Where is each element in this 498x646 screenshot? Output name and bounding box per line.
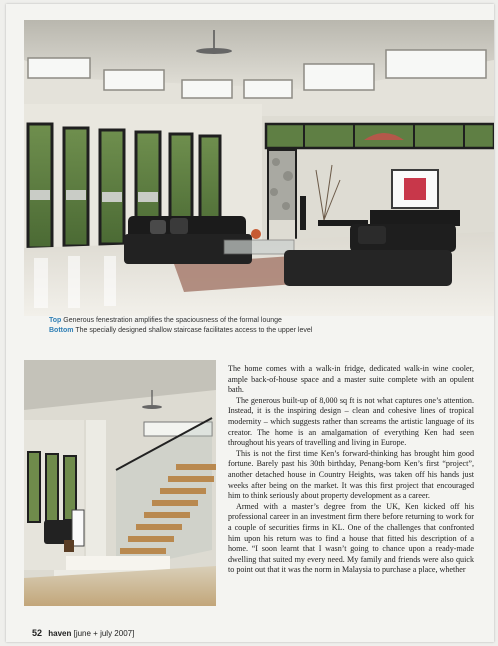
article-body (228, 364, 474, 576)
article-paragraph-3: This is not the first time Ken’s forward-thinking has brought him good fortune. Barely past his 30th birthday, Penang-born Ken’s first “project”, another detached house in Country Heights, was taken off his hands just weeks after being on the market. It was this first project that encouraged him to think seriously about property development as a career. (228, 448, 474, 501)
page-footer (32, 628, 134, 638)
magazine-page (6, 4, 494, 642)
caption-top-text: Generous fenestration amplifies the spaciousness of the formal lounge (63, 317, 282, 324)
caption-top (49, 316, 489, 326)
lounge-photo (24, 20, 494, 316)
page-number: 52 (32, 628, 43, 638)
issue-date: [june + july 2007] (73, 629, 135, 638)
photo-captions (49, 316, 489, 336)
caption-top-label: Top (49, 317, 62, 324)
article-paragraph-1: The home comes with a walk-in fridge, dedicated walk-in wine cooler, ample back-of-house space and a master suite complete with an opulent bath. (228, 364, 474, 395)
article-paragraph-4: Armed with a master’s degree from the UK, Ken kicked off his professional career in an investment firm there before returning to work for a couple of securities firms in KL. One of the challenges that confronted him upon his return was to find a house that fitted his description of a home. “I soon learnt that I wasn’t going to chance upon a ready-made dwelling that suited my every need. My family and friends were also quick to point out that it was the norm in Malaysia to purchase a place, whether (228, 501, 474, 575)
caption-bottom-label: Bottom (49, 327, 74, 334)
caption-bottom-text: The specially designed shallow staircase facilitates access to the upper level (75, 327, 313, 334)
caption-bottom (49, 326, 489, 336)
staircase-photo (24, 360, 216, 606)
article-paragraph-2: The generous built-up of 8,000 sq ft is not what captures one’s attention. Instead, it is the inspiring design – clean and cohesive lines of tropical modernity – which suggests rather than screams the artistic language of its creator. The home is an amalgamation of everything Ken had seen throughout his years of travelling and living in Europe. (228, 395, 474, 448)
magazine-name: haven (48, 629, 72, 638)
